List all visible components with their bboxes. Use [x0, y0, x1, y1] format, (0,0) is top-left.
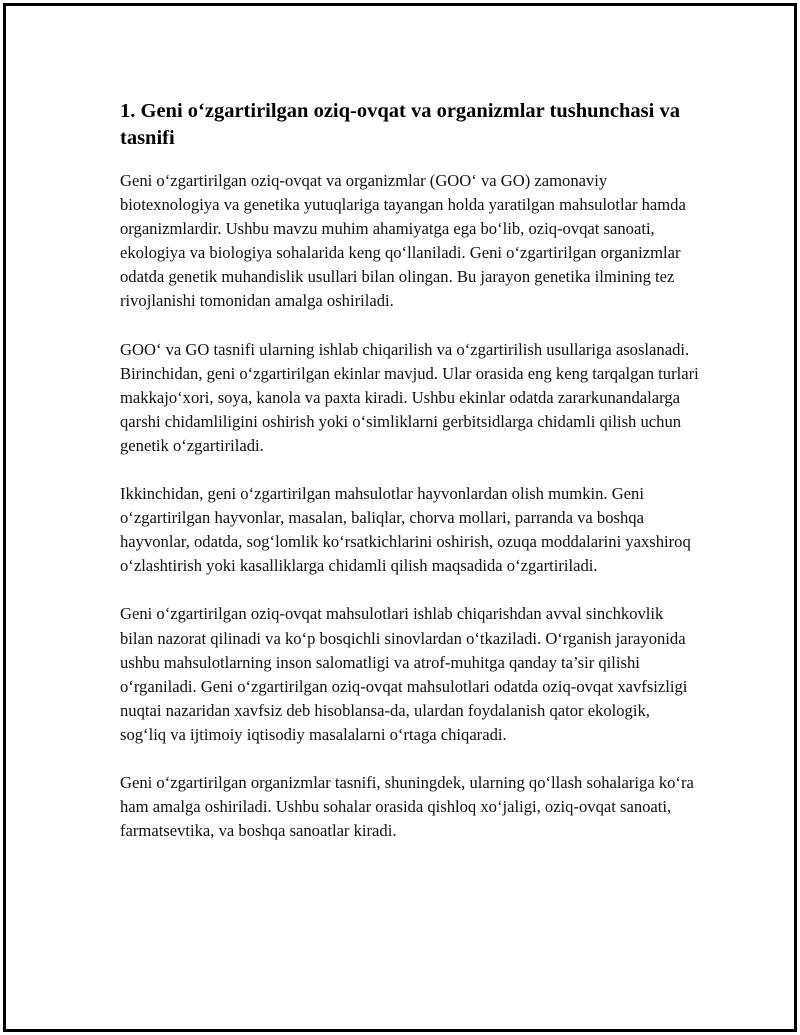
paragraph-5: Geni o‘zgartirilgan organizmlar tasnifi, shuningdek, ularning qo‘llash sohalariga ko‘ra ham amalga oshiriladi. Ushbu sohalar orasida qishloq xo‘jaligi, oziq-ovqat sanoati, farmatsevtika, va boshqa sanoatlar kiradi. — [120, 772, 694, 841]
paragraph-2: GOO‘ va GO tasnifi ularning ishlab chiqarilish va o‘zgartirilish usullariga asoslanadi. Birinchidan, geni o‘zgartirilgan ekinlar mavjud. Ular orasida eng keng tarqalgan turlari makkajo‘xori, soya, kanola va paxta kiradi. Ushbu ekinlar odatda zararkunandalarga qarshi chidamliligini oshirish yoki o‘simliklarni gerbitsidlarga chidamli qilish uchun genetik o‘zgartiriladi. — [120, 339, 699, 455]
paragraph-1: Geni o‘zgartirilgan oziq-ovqat va organizmlar (GOO‘ va GO) zamonaviy biotexnologiya va genetika yutuqlariga tayangan holda yaratilgan mahsulotlar hamda organizmlardir. Ushbu mavzu muhim ahamiyatga ega bo‘lib, oziq-ovqat sanoati, ekologiya va biologiya sohalarida keng qo‘llaniladi. Geni o‘zgartirilgan organizmlar odatda genetik muhandislik usullari bilan olingan. Bu jarayon genetika ilmining tez rivojlanishi tomonidan amalga oshiriladi. — [120, 171, 686, 311]
paragraph-3: Ikkinchidan, geni o‘zgartirilgan mahsulotlar hayvonlardan olish mumkin. Geni o‘zgartirilgan hayvonlar, masalan, baliqlar, chorva mollari, parranda va boshqa hayvonlar, odatda, sog‘lomlik ko‘rsatkichlarini oshirish, ozuqa moddalarini yaxshiroq o‘zlashtirish yoki kasalliklarga chidamli qilish maqsadida o‘zgartiriladi. — [120, 484, 691, 576]
page-frame — [3, 3, 797, 1032]
paragraph-4: Geni o‘zgartirilgan oziq-ovqat mahsulotlari ishlab chiqarishdan avval sinchkovlik bilan nazorat qilinadi va ko‘p bosqichli sinovlardan o‘tkaziladi. O‘rganish jarayonida ushbu mahsulotlarning inson salomatligi va atrof-muhitga qanday ta’sir qilishi o‘rganiladi. Geni o‘zgartirilgan oziq-ovqat mahsulotlari odatda oziq-ovqat xavfsizligi nuqtai nazaridan xavfsiz deb hisoblansa-da, ulardan foydalanish qator ekologik, sog‘liq va ijtimoiy iqtisodiy masalalarni o‘rtaga chiqaradi. — [120, 604, 688, 744]
section-heading: 1. Geni o‘zgartirilgan oziq-ovqat va organizmlar tushunchasi va tasnifi — [120, 100, 680, 149]
document-body — [120, 98, 700, 867]
